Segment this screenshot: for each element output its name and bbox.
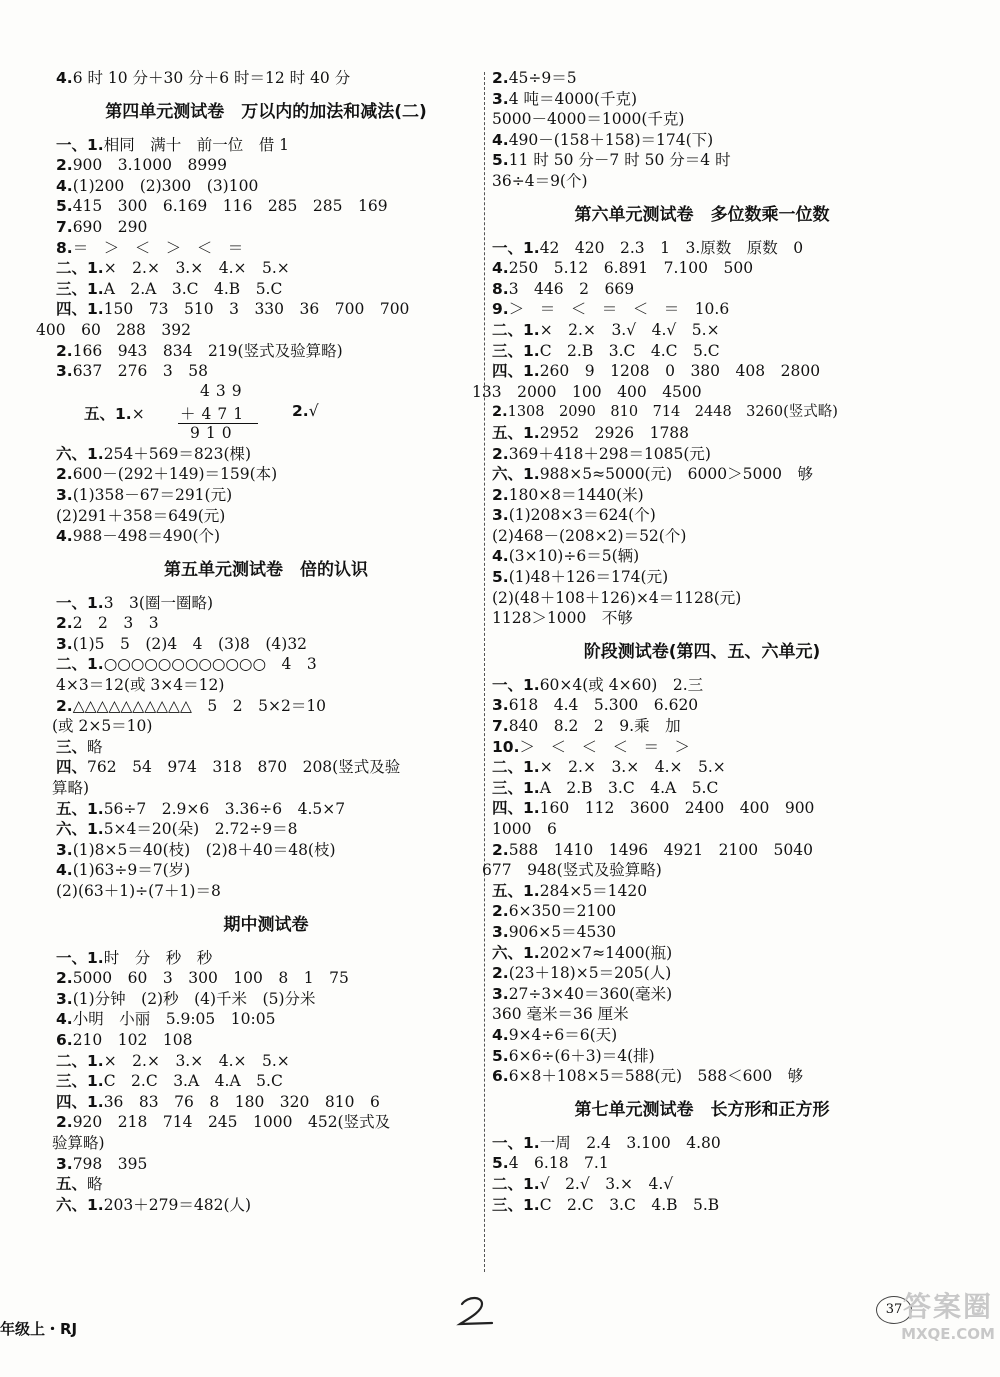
answer-line: 4.250 5.12 6.891 7.100 500	[492, 259, 754, 278]
addend-bottom: ＋471	[180, 404, 250, 423]
answer-line: 2.1308 2090 810 714 2448 3260(竖式略)	[492, 404, 838, 421]
answer-line: 2.900 3.1000 8999	[56, 156, 227, 175]
answer-line: 三、1.A 2.B 3.C 4.A 5.C	[492, 778, 719, 797]
answer-line: 3.(1)358－67＝291(元)	[56, 485, 233, 504]
answer-line: 1128＞1000 不够	[492, 609, 633, 628]
grade-label: 年级上・RJ	[0, 1320, 78, 1338]
watermark	[900, 1285, 996, 1343]
answer-line: 4.(1)63÷9＝7(岁)	[56, 861, 191, 880]
page-number: 37	[876, 1296, 912, 1324]
answer-line: 2.5000 60 3 300 100 8 1 75	[56, 969, 349, 988]
column-divider	[484, 72, 485, 1272]
answer-line: 六、1.254＋569＝823(棵)	[56, 444, 252, 463]
answer-line: 8.＝ ＞ ＜ ＞ ＜ ＝	[56, 238, 244, 257]
answer-line: 5.11 时 50 分－7 时 50 分＝4 时	[492, 151, 731, 170]
answer-line: 三、1.C 2.B 3.C 4.C 5.C	[492, 341, 720, 360]
answer-line: 360 毫米＝36 厘米	[492, 1005, 629, 1024]
answer-line: 二、1.× 2.× 3.× 4.× 5.×	[56, 1051, 290, 1070]
answer-line: 四、1.150 73 510 3 330 36 700 700	[56, 300, 410, 319]
answer-line: 五、1.×	[84, 404, 145, 423]
answer-line: 五、1.2952 2926 1788	[492, 423, 690, 442]
answer-line: 3.(1)5 5 (2)4 4 (3)8 (4)32	[56, 634, 308, 653]
answer-line: 3.637 276 3 58	[56, 362, 208, 381]
answer-line: 5.6×6÷(6＋3)＝4(排)	[492, 1046, 655, 1065]
answer-line: 400 60 288 392	[36, 320, 191, 339]
addend-top: 439	[200, 381, 248, 400]
answer-line: 一、1.60×4(或 4×60) 2.三	[492, 675, 704, 694]
answer-line: 四、1.36 83 76 8 180 320 810 6	[56, 1092, 380, 1111]
answer-line: 六、1.202×7≈1400(瓶)	[492, 943, 673, 962]
answer-line: 1000 6	[492, 820, 557, 838]
answer-line: 六、1.203＋279＝482(人)	[56, 1195, 252, 1214]
handwritten-mark-icon	[452, 1294, 502, 1330]
answer-line: 677 948(竖式及验算略)	[482, 861, 662, 880]
answer-line: 2.166 943 834 219(竖式及验算略)	[56, 341, 343, 360]
answer-line: 三、1.C 2.C 3.C 4.B 5.B	[492, 1195, 720, 1214]
answer-line: 五、1.56÷7 2.9×6 3.36÷6 4.5×7	[56, 799, 346, 818]
answer-line: 四、762 54 974 318 870 208(竖式及验	[56, 758, 401, 777]
answer-line: (或 2×5＝10)	[52, 717, 153, 736]
answer-line: 7.690 290	[56, 217, 148, 236]
answer-line: 133 2000 100 400 4500	[472, 382, 702, 401]
answer-line: 一、1.相同 满十 前一位 借 1	[56, 135, 289, 154]
answer-line: 2.(23＋18)×5＝205(人)	[492, 964, 672, 983]
answer-line: 7.840 8.2 2 9.乘 加	[492, 717, 681, 736]
answer-line: 三、1.A 2.A 3.C 4.B 5.C	[56, 279, 283, 298]
answer-line: 3.618 4.4 5.300 6.620	[492, 696, 699, 715]
answer-line: 4.小明 小丽 5.9:05 10:05	[56, 1010, 276, 1029]
section-heading: 第七单元测试卷 长方形和正方形	[574, 1099, 830, 1120]
answer-line: 4.(1)200 (2)300 (3)100	[56, 176, 259, 195]
answer-line: 5.415 300 6.169 116 285 285 169	[56, 197, 388, 216]
answer-line: 3.(1)8×5＝40(枝) (2)8＋40＝48(枝)	[56, 840, 336, 859]
answer-line: 3.(1)208×3＝624(个)	[492, 506, 656, 525]
section-heading: 第四单元测试卷 万以内的加法和减法(二)	[105, 101, 427, 122]
answer-line: (2)(63＋1)÷(7＋1)＝8	[56, 882, 221, 900]
answer-line: 五、略	[56, 1175, 103, 1194]
answer-line: 5.(1)48＋126＝174(元)	[492, 568, 669, 587]
answer-line: 二、1.○○○○○○○○○○○○ 4 3	[56, 655, 317, 674]
answer-line: (2)(48＋108＋126)×4＝1128(元)	[492, 588, 742, 607]
left-column	[36, 68, 476, 1215]
answer-line: 2.√	[292, 401, 319, 420]
answer-line: (2)468－(208×2)＝52(个)	[492, 526, 687, 545]
answer-line: 三、略	[56, 737, 103, 756]
answer-line: 四、1.260 9 1208 0 380 408 2800	[492, 362, 821, 381]
answer-line: 4.(3×10)÷6＝5(辆)	[492, 547, 640, 566]
answer-line: 5.4 6.18 7.1	[492, 1154, 609, 1173]
answer-line: 一、1.3 3(圈一圈略)	[56, 593, 214, 612]
answer-line: 一、1.一周 2.4 3.100 4.80	[492, 1133, 721, 1152]
answer-line: 5000－4000＝1000(千克)	[492, 110, 685, 129]
answer-line: 2.180×8＝1440(米)	[492, 485, 644, 504]
answer-line: 3.4 吨＝4000(千克)	[492, 89, 638, 108]
section-heading: 第六单元测试卷 多位数乘一位数	[574, 204, 830, 225]
answer-line: 4.988－498＝490(个)	[56, 527, 221, 546]
answer-line: 6.210 102 108	[56, 1030, 193, 1049]
answer-line: 36÷4＝9(个)	[492, 171, 588, 190]
answer-line: 3.906×5＝4530	[492, 922, 617, 941]
answer-line: 4.9×4÷6＝6(天)	[492, 1025, 618, 1044]
answer-line: 2.2 2 3 3	[56, 614, 159, 633]
answer-line: 二、1.× 2.× 3.√ 4.√ 5.×	[492, 320, 720, 339]
answer-line: 一、1.时 分 秒 秒	[56, 948, 213, 967]
answer-line: (2)291＋358＝649(元)	[56, 506, 226, 525]
answer-line: 二、1.√ 2.√ 3.× 4.√	[492, 1174, 674, 1193]
watermark-url: MXQE.COM	[901, 1325, 995, 1343]
answer-line: 8.3 446 2 669	[492, 279, 635, 298]
answer-line: 4.490－(158＋158)＝174(下)	[492, 130, 714, 149]
vertical-addition	[56, 382, 476, 444]
answer-line: 2.△△△△△△△△△△ 5 2 5×2＝10	[56, 696, 327, 715]
answer-line: 六、1.5×4＝20(朵) 2.72÷9＝8	[56, 820, 298, 839]
section-heading: 期中测试卷	[223, 914, 309, 935]
answer-line: 4×3＝12(或 3×4＝12)	[56, 676, 225, 695]
answer-line: 2.45÷9＝5	[492, 69, 577, 87]
answer-line: 四、1.160 112 3600 2400 400 900	[492, 799, 815, 818]
answer-line: 9.＞ ＝ ＜ ＝ ＜ ＝ 10.6	[492, 300, 730, 319]
answer-line: 3.27÷3×40＝360(毫米)	[492, 984, 673, 1003]
answer-line: 二、1.× 2.× 3.× 4.× 5.×	[56, 259, 290, 278]
answer-line: 五、1.284×5＝1420	[492, 881, 648, 900]
answer-line: 一、1.42 420 2.3 1 3.原数 原数 0	[492, 238, 804, 257]
answer-line: 二、1.× 2.× 3.× 4.× 5.×	[492, 758, 726, 777]
right-column	[472, 68, 912, 1215]
answer-line: 验算略)	[52, 1133, 105, 1152]
answer-line: 2.600－(292＋149)＝159(本)	[56, 465, 278, 484]
sum-result: 910	[190, 423, 238, 442]
answer-line: 六、1.988×5≈5000(元) 6000＞5000 够	[492, 465, 814, 484]
answer-line: 三、1.C 2.C 3.A 4.A 5.C	[56, 1072, 283, 1091]
answer-line: 2.920 218 714 245 1000 452(竖式及	[56, 1113, 391, 1132]
answer-line: 10.＞ ＜ ＜ ＜ ＝ ＞	[492, 737, 690, 756]
answer-line: 2.588 1410 1496 4921 2100 5040	[492, 840, 814, 859]
answer-line: 2.6×350＝2100	[492, 902, 617, 921]
answer-line: 3.(1)分钟 (2)秒 (4)千米 (5)分米	[56, 989, 316, 1008]
answer-line: 算略)	[52, 779, 90, 798]
answer-line: 4.6 时 10 分＋30 分＋6 时＝12 时 40 分	[56, 69, 351, 87]
watermark-logo: 答案圈	[902, 1290, 993, 1323]
answer-line: 6.6×8＋108×5＝588(元) 588＜600 够	[492, 1067, 804, 1086]
answer-line: 3.798 395	[56, 1154, 148, 1173]
section-heading: 阶段测试卷(第四、五、六单元)	[583, 641, 821, 662]
section-heading: 第五单元测试卷 倍的认识	[164, 559, 368, 580]
answer-line: 2.369＋418＋298＝1085(元)	[492, 444, 711, 463]
